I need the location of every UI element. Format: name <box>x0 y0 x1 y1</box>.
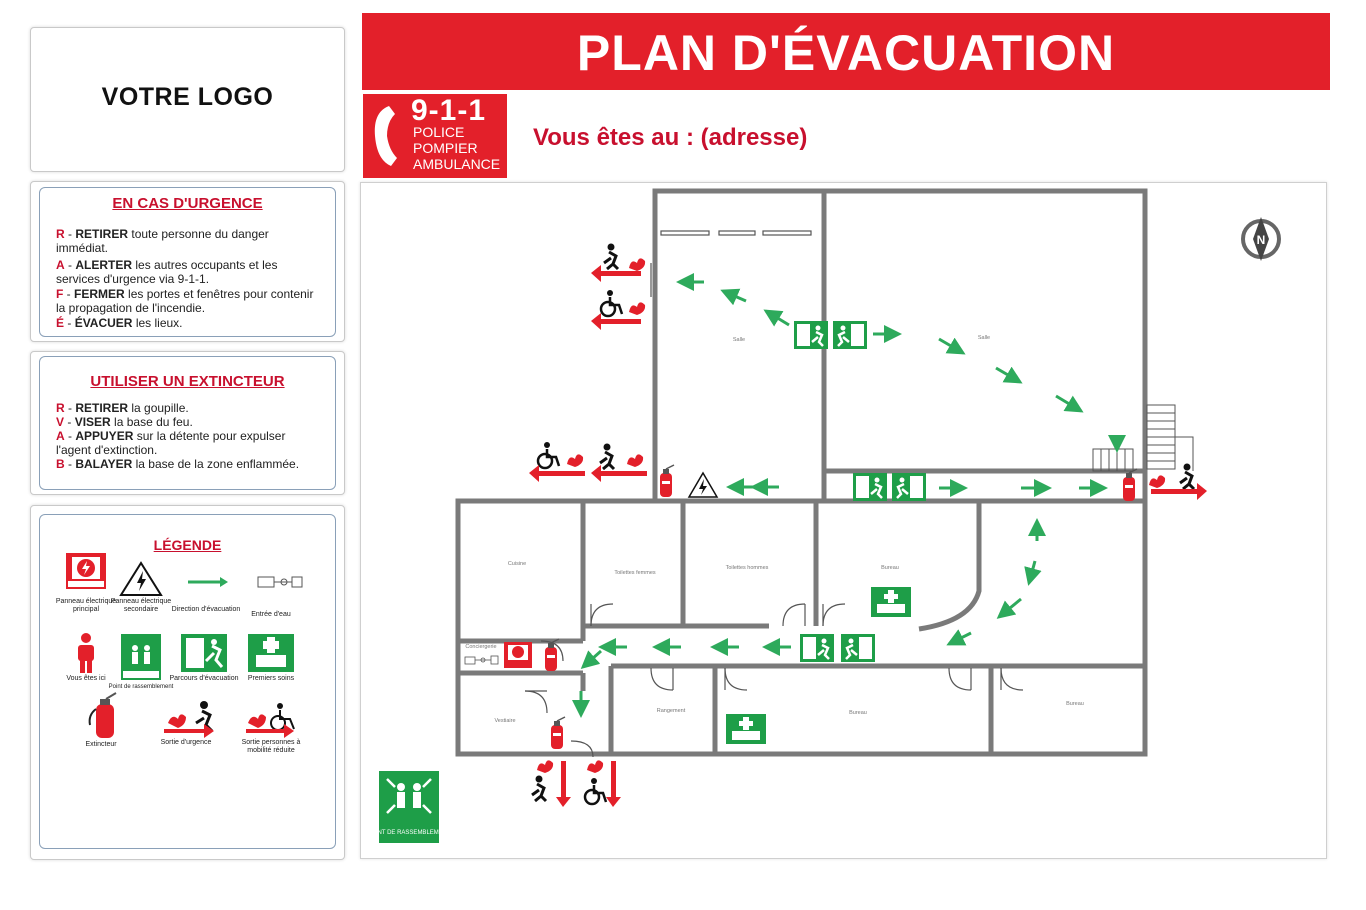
exit-sign-icon <box>800 634 834 662</box>
legende-label-exit: Sortie d'urgence <box>160 739 212 746</box>
room-bureau-3: Bureau <box>1066 701 1084 707</box>
room-toilettes-femmes: Toilettes femmes <box>614 570 656 576</box>
floor-plan-svg <box>361 183 1326 858</box>
legende-label-panel-secondary: Panneau électrique secondaire <box>110 598 172 613</box>
extincteur-item-v: V - VISER la base du feu. <box>56 415 193 429</box>
room-cuisine: Cuisine <box>507 561 527 567</box>
first-aid-icon <box>726 714 766 744</box>
electric-panel-main-icon <box>66 553 106 589</box>
urgence-item-f: F - FERMER les portes et fenêtres pour contenir la propagation de l'incendie. <box>56 287 314 315</box>
water-entry-icon <box>465 656 498 664</box>
address-line: Vous êtes au : (adresse) <box>533 124 808 151</box>
electric-panel-secondary-icon <box>689 473 717 497</box>
room-bureau-1: Bureau <box>881 565 899 571</box>
page-title: PLAN D'ÉVACUATION <box>362 13 1330 90</box>
legende-title: LÉGENDE <box>153 537 222 553</box>
assembly-point-label: POINT DE RASSEMBLEMENT <box>367 830 451 836</box>
exit-sign-icon <box>841 634 875 662</box>
emergency-line-police: POLICE <box>413 124 465 140</box>
extincteur-item-a: A - APPUYER sur la détente pour expulser l'agent d'extinction. <box>56 429 286 457</box>
extinguisher-icon <box>551 717 565 749</box>
legende-label-assembly: Point de rassemblement <box>108 684 174 690</box>
extincteur-panel <box>30 351 345 495</box>
compass-label: N <box>1256 233 1266 247</box>
phone-icon <box>367 94 407 178</box>
exit-marker-left-pmr <box>591 290 645 330</box>
electric-panel-secondary-icon <box>121 563 161 595</box>
first-aid-icon <box>871 587 911 617</box>
legende-label-pmr-exit: Sortie personnes à mobilité réduite <box>241 739 301 754</box>
windows <box>661 231 811 235</box>
urgence-item-e: É - ÉVACUER les lieux. <box>56 316 183 330</box>
legende-label-direction: Direction d'évacuation <box>171 606 241 613</box>
legende-panel <box>30 505 345 860</box>
exit-marker-bottom <box>532 760 571 807</box>
extinguisher-icon <box>90 693 116 738</box>
room-vestiaire: Vestiaire <box>494 718 516 724</box>
you-are-here-icon <box>78 633 94 673</box>
exit-sign-icon <box>794 321 828 349</box>
exit-marker-mid-pmr <box>529 442 585 482</box>
door-swings <box>525 263 1023 757</box>
legende-label-first-aid: Premiers soins <box>247 675 295 682</box>
room-salle-2: Salle <box>977 335 991 341</box>
floor-plan <box>360 182 1327 859</box>
room-bureau-2: Bureau <box>849 710 867 716</box>
exit-marker-left-top <box>591 244 645 283</box>
urgence-item-a: A - ALERTER les autres occupants et les services d'urgence via 9-1-1. <box>56 258 278 286</box>
compass-icon <box>1243 217 1279 261</box>
emergency-number: 9-1-1 <box>411 94 487 127</box>
extinguisher-icon <box>1123 469 1137 501</box>
legende-box <box>39 514 336 849</box>
evacuation-direction-icon <box>188 577 228 587</box>
exit-sign-icon <box>853 473 887 501</box>
legende-label-water: Entrée d'eau <box>251 611 291 618</box>
room-conciergerie: Conciergerie <box>465 644 497 650</box>
extincteur-title: UTILISER UN EXTINCTEUR <box>90 373 285 390</box>
emergency-line-pompier: POMPIER <box>413 140 478 156</box>
exit-marker-bottom-pmr <box>585 760 621 807</box>
legende-label-extinguisher: Extincteur <box>85 741 117 748</box>
evacuation-route-icon <box>181 634 227 672</box>
emergency-line-ambulance: AMBULANCE <box>413 156 501 172</box>
exit-sign-icon <box>833 321 867 349</box>
electric-panel-main-icon <box>504 642 532 668</box>
urgence-box <box>39 187 336 337</box>
urgence-title: EN CAS D'URGENCE <box>112 195 263 212</box>
legende-label-route: Parcours d'évacuation <box>169 675 239 682</box>
room-salle-1: Salle <box>732 337 746 343</box>
room-toilettes-hommes: Toilettes hommes <box>725 565 769 571</box>
emergency-exit-icon <box>164 701 214 738</box>
assembly-point-icon <box>121 634 161 680</box>
extincteur-item-r: R - RETIRER la goupille. <box>56 401 189 415</box>
legende-label-panel-main: Panneau électrique principal <box>55 598 117 613</box>
exit-marker-mid <box>591 444 647 483</box>
extinguisher-icon <box>660 465 674 497</box>
logo-text: VOTRE LOGO <box>101 83 274 111</box>
emergency-phone-box <box>363 94 507 178</box>
logo-panel <box>30 27 345 172</box>
room-rangement: Rangement <box>656 708 686 714</box>
urgence-item-r: R - RETIRER toute personne du danger immédiat. <box>56 227 269 255</box>
first-aid-icon <box>248 634 294 672</box>
extincteur-box <box>39 356 336 490</box>
exit-sign-icon <box>892 473 926 501</box>
reduced-mobility-exit-icon <box>246 703 294 738</box>
extinguisher-icon <box>545 639 559 671</box>
extincteur-item-b: B - BALAYER la base de la zone enflammée. <box>56 457 300 471</box>
urgence-panel <box>30 181 345 342</box>
water-entry-icon <box>258 577 302 587</box>
legende-label-you-are-here: Vous êtes ici <box>66 675 106 682</box>
